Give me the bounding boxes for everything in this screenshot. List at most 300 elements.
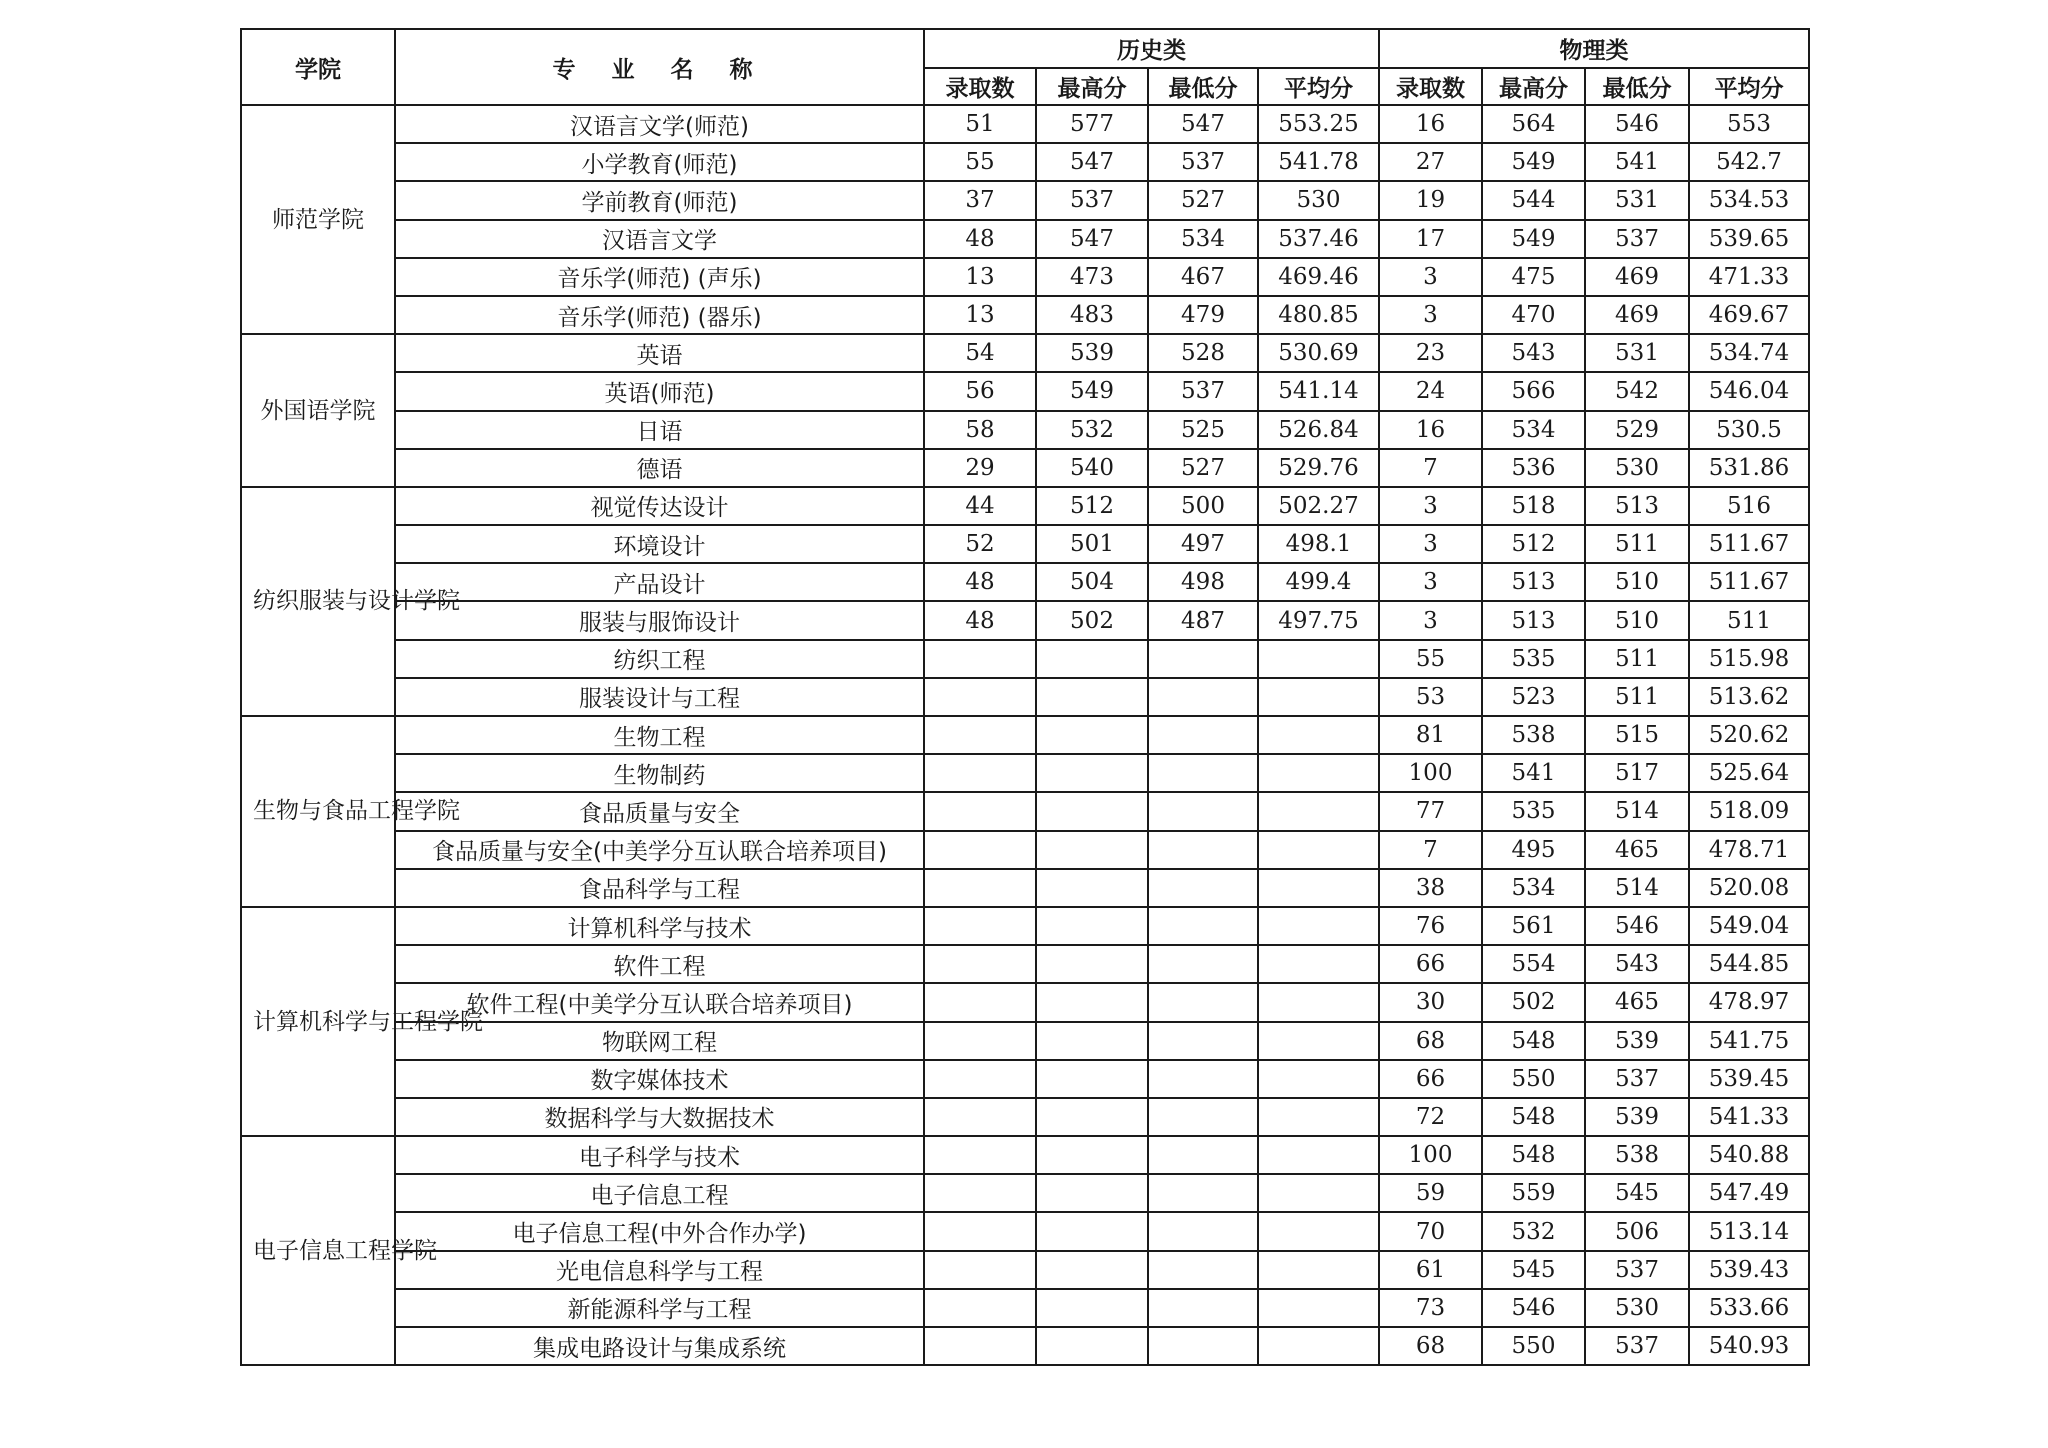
history-admitted [924, 1174, 1036, 1212]
physics-admitted: 3 [1379, 296, 1482, 334]
physics-min: 469 [1585, 296, 1689, 334]
physics-admitted: 77 [1379, 792, 1482, 830]
history-admitted [924, 1327, 1036, 1365]
physics-min: 541 [1585, 143, 1689, 181]
physics-min: 465 [1585, 831, 1689, 869]
history-avg [1258, 1136, 1379, 1174]
physics-min: 529 [1585, 411, 1689, 449]
college-cell [241, 105, 395, 334]
physics-min: 537 [1585, 1060, 1689, 1098]
physics-admitted: 81 [1379, 716, 1482, 754]
history-avg [1258, 945, 1379, 983]
history-avg: 541.14 [1258, 372, 1379, 410]
history-avg [1258, 640, 1379, 678]
physics-avg: 511.67 [1689, 525, 1809, 563]
history-max [1036, 983, 1148, 1021]
table-row [241, 945, 1809, 983]
history-admitted: 48 [924, 563, 1036, 601]
physics-avg: 539.45 [1689, 1060, 1809, 1098]
physics-admitted: 100 [1379, 1136, 1482, 1174]
table-row [241, 1060, 1809, 1098]
history-min: 534 [1148, 220, 1258, 258]
physics-max: 546 [1482, 1289, 1585, 1327]
physics-min: 514 [1585, 792, 1689, 830]
college-cell [241, 1136, 437, 1365]
history-max: 501 [1036, 525, 1148, 563]
history-min [1148, 640, 1258, 678]
table-row [241, 220, 1809, 258]
history-min [1148, 907, 1258, 945]
college-name: 计算机科学与工程学院 [253, 1008, 483, 1035]
history-avg [1258, 983, 1379, 1021]
physics-min: 465 [1585, 983, 1689, 1021]
history-avg [1258, 1098, 1379, 1136]
history-admitted [924, 1289, 1036, 1327]
physics-max: 548 [1482, 1022, 1585, 1060]
major-name: 音乐学(师范) (声乐) [395, 258, 924, 296]
major-name: 产品设计 [395, 563, 924, 601]
physics-avg: 478.97 [1689, 983, 1809, 1021]
history-avg [1258, 716, 1379, 754]
table-row [241, 1136, 1809, 1174]
history-avg [1258, 792, 1379, 830]
history-min [1148, 869, 1258, 907]
physics-admitted: 3 [1379, 487, 1482, 525]
physics-min: 539 [1585, 1098, 1689, 1136]
physics-avg: 533.66 [1689, 1289, 1809, 1327]
physics-admitted: 68 [1379, 1327, 1482, 1365]
physics-avg: 544.85 [1689, 945, 1809, 983]
history-max [1036, 1136, 1148, 1174]
history-max [1036, 716, 1148, 754]
physics-max: 538 [1482, 716, 1585, 754]
physics-admitted: 3 [1379, 563, 1482, 601]
history-admitted [924, 678, 1036, 716]
header-major: 专 业 名 称 [395, 29, 924, 105]
college-name: 外国语学院 [260, 397, 376, 424]
history-max: 539 [1036, 334, 1148, 372]
physics-max: 535 [1482, 792, 1585, 830]
history-min [1148, 1098, 1258, 1136]
history-admitted [924, 1098, 1036, 1136]
history-max [1036, 1098, 1148, 1136]
physics-max: 523 [1482, 678, 1585, 716]
physics-avg: 469.67 [1689, 296, 1809, 334]
physics-admitted: 23 [1379, 334, 1482, 372]
physics-min: 510 [1585, 601, 1689, 639]
table-row [241, 983, 1809, 1021]
physics-min: 530 [1585, 1289, 1689, 1327]
history-min: 498 [1148, 563, 1258, 601]
history-avg [1258, 869, 1379, 907]
history-admitted: 13 [924, 258, 1036, 296]
table-row [241, 601, 1809, 639]
major-name: 电子信息工程(中外合作办学) [395, 1212, 924, 1250]
physics-max: 564 [1482, 105, 1585, 143]
physics-admitted: 66 [1379, 945, 1482, 983]
physics-admitted: 66 [1379, 1060, 1482, 1098]
history-max: 547 [1036, 220, 1148, 258]
history-min [1148, 1060, 1258, 1098]
history-admitted: 44 [924, 487, 1036, 525]
history-min [1148, 1022, 1258, 1060]
major-name: 汉语言文学(师范) [395, 105, 924, 143]
physics-avg: 478.71 [1689, 831, 1809, 869]
physics-admitted: 17 [1379, 220, 1482, 258]
history-admitted: 52 [924, 525, 1036, 563]
major-name: 服装与服饰设计 [395, 601, 924, 639]
history-admitted: 37 [924, 181, 1036, 219]
history-min [1148, 1251, 1258, 1289]
history-admitted: 13 [924, 296, 1036, 334]
physics-min: 514 [1585, 869, 1689, 907]
physics-avg: 525.64 [1689, 754, 1809, 792]
physics-max: 534 [1482, 869, 1585, 907]
admission-scores-table [240, 28, 1810, 1366]
header-physics-min: 最低分 [1585, 68, 1689, 105]
physics-max: 536 [1482, 449, 1585, 487]
major-name: 英语(师范) [395, 372, 924, 410]
header-group-physics: 物理类 [1379, 29, 1809, 68]
physics-avg: 471.33 [1689, 258, 1809, 296]
physics-max: 561 [1482, 907, 1585, 945]
history-admitted: 56 [924, 372, 1036, 410]
physics-max: 475 [1482, 258, 1585, 296]
history-admitted: 48 [924, 220, 1036, 258]
physics-min: 538 [1585, 1136, 1689, 1174]
history-admitted [924, 907, 1036, 945]
college-cell [241, 487, 460, 716]
history-avg [1258, 1289, 1379, 1327]
history-min: 528 [1148, 334, 1258, 372]
major-name: 音乐学(师范) (器乐) [395, 296, 924, 334]
physics-avg: 515.98 [1689, 640, 1809, 678]
physics-admitted: 61 [1379, 1251, 1482, 1289]
physics-max: 566 [1482, 372, 1585, 410]
table-row [241, 143, 1809, 181]
physics-max: 470 [1482, 296, 1585, 334]
physics-min: 531 [1585, 334, 1689, 372]
history-avg: 553.25 [1258, 105, 1379, 143]
physics-avg: 553 [1689, 105, 1809, 143]
history-avg: 529.76 [1258, 449, 1379, 487]
history-admitted [924, 869, 1036, 907]
physics-admitted: 16 [1379, 411, 1482, 449]
physics-avg: 541.75 [1689, 1022, 1809, 1060]
physics-avg: 539.43 [1689, 1251, 1809, 1289]
history-max: 549 [1036, 372, 1148, 410]
table-row [241, 1327, 1809, 1365]
physics-avg: 520.08 [1689, 869, 1809, 907]
history-avg: 541.78 [1258, 143, 1379, 181]
history-max [1036, 1289, 1148, 1327]
physics-avg: 530.5 [1689, 411, 1809, 449]
physics-min: 537 [1585, 220, 1689, 258]
history-max [1036, 1327, 1148, 1365]
history-avg: 526.84 [1258, 411, 1379, 449]
table-row [241, 678, 1809, 716]
physics-avg: 518.09 [1689, 792, 1809, 830]
header-history-max: 最高分 [1036, 68, 1148, 105]
physics-avg: 516 [1689, 487, 1809, 525]
history-admitted [924, 792, 1036, 830]
physics-admitted: 7 [1379, 831, 1482, 869]
history-admitted: 51 [924, 105, 1036, 143]
physics-max: 548 [1482, 1136, 1585, 1174]
physics-max: 518 [1482, 487, 1585, 525]
major-name: 数字媒体技术 [395, 1060, 924, 1098]
history-admitted: 29 [924, 449, 1036, 487]
table-row [241, 372, 1809, 410]
physics-max: 549 [1482, 220, 1585, 258]
history-avg [1258, 754, 1379, 792]
physics-admitted: 76 [1379, 907, 1482, 945]
physics-min: 511 [1585, 678, 1689, 716]
physics-max: 502 [1482, 983, 1585, 1021]
physics-admitted: 3 [1379, 258, 1482, 296]
table-row [241, 640, 1809, 678]
physics-min: 539 [1585, 1022, 1689, 1060]
history-admitted [924, 1060, 1036, 1098]
physics-admitted: 55 [1379, 640, 1482, 678]
physics-avg: 546.04 [1689, 372, 1809, 410]
physics-max: 550 [1482, 1327, 1585, 1365]
college-cell [241, 334, 395, 487]
history-admitted [924, 754, 1036, 792]
major-name: 新能源科学与工程 [395, 1289, 924, 1327]
physics-avg: 520.62 [1689, 716, 1809, 754]
history-min [1148, 1174, 1258, 1212]
physics-min: 531 [1585, 181, 1689, 219]
history-admitted [924, 1136, 1036, 1174]
major-name: 计算机科学与技术 [395, 907, 924, 945]
physics-max: 559 [1482, 1174, 1585, 1212]
history-admitted [924, 1212, 1036, 1250]
history-min: 487 [1148, 601, 1258, 639]
physics-avg: 549.04 [1689, 907, 1809, 945]
physics-min: 546 [1585, 105, 1689, 143]
physics-avg: 541.33 [1689, 1098, 1809, 1136]
header-physics-admitted: 录取数 [1379, 68, 1482, 105]
physics-min: 511 [1585, 525, 1689, 563]
physics-min: 537 [1585, 1327, 1689, 1365]
history-avg [1258, 1174, 1379, 1212]
physics-max: 541 [1482, 754, 1585, 792]
physics-max: 532 [1482, 1212, 1585, 1250]
table-body [241, 105, 1809, 1365]
history-max: 483 [1036, 296, 1148, 334]
physics-min: 545 [1585, 1174, 1689, 1212]
major-name: 学前教育(师范) [395, 181, 924, 219]
physics-max: 545 [1482, 1251, 1585, 1289]
history-avg: 537.46 [1258, 220, 1379, 258]
history-max [1036, 640, 1148, 678]
physics-max: 554 [1482, 945, 1585, 983]
major-name: 生物制药 [395, 754, 924, 792]
major-name: 日语 [395, 411, 924, 449]
history-max: 502 [1036, 601, 1148, 639]
major-name: 食品质量与安全 [395, 792, 924, 830]
history-min [1148, 1327, 1258, 1365]
physics-min: 515 [1585, 716, 1689, 754]
history-avg [1258, 1060, 1379, 1098]
history-max [1036, 907, 1148, 945]
physics-max: 548 [1482, 1098, 1585, 1136]
header-history-admitted: 录取数 [924, 68, 1036, 105]
college-cell [241, 716, 460, 907]
college-name: 师范学院 [272, 206, 364, 233]
physics-max: 535 [1482, 640, 1585, 678]
major-name: 物联网工程 [395, 1022, 924, 1060]
physics-min: 469 [1585, 258, 1689, 296]
physics-max: 513 [1482, 601, 1585, 639]
physics-max: 512 [1482, 525, 1585, 563]
physics-avg: 534.53 [1689, 181, 1809, 219]
history-max: 540 [1036, 449, 1148, 487]
physics-min: 511 [1585, 640, 1689, 678]
history-max: 547 [1036, 143, 1148, 181]
table-row [241, 1212, 1809, 1250]
history-min: 497 [1148, 525, 1258, 563]
major-name: 纺织工程 [395, 640, 924, 678]
history-avg: 499.4 [1258, 563, 1379, 601]
physics-admitted: 72 [1379, 1098, 1482, 1136]
history-max [1036, 1212, 1148, 1250]
history-max [1036, 754, 1148, 792]
history-avg: 497.75 [1258, 601, 1379, 639]
header-row-groups [241, 29, 1809, 68]
table-row [241, 296, 1809, 334]
table-row [241, 105, 1809, 143]
major-name: 光电信息科学与工程 [395, 1251, 924, 1289]
history-min [1148, 1136, 1258, 1174]
physics-admitted: 27 [1379, 143, 1482, 181]
physics-min: 530 [1585, 449, 1689, 487]
history-max: 504 [1036, 563, 1148, 601]
physics-avg: 511 [1689, 601, 1809, 639]
history-avg [1258, 831, 1379, 869]
physics-avg: 540.93 [1689, 1327, 1809, 1365]
college-name: 生物与食品工程学院 [253, 798, 460, 825]
table-row [241, 334, 1809, 372]
physics-avg: 511.67 [1689, 563, 1809, 601]
physics-min: 506 [1585, 1212, 1689, 1250]
history-min [1148, 792, 1258, 830]
college-name: 电子信息工程学院 [253, 1237, 437, 1264]
history-min [1148, 1212, 1258, 1250]
major-name: 数据科学与大数据技术 [395, 1098, 924, 1136]
major-name: 电子信息工程 [395, 1174, 924, 1212]
history-admitted: 58 [924, 411, 1036, 449]
history-max [1036, 831, 1148, 869]
physics-min: 513 [1585, 487, 1689, 525]
history-max: 512 [1036, 487, 1148, 525]
header-physics-avg: 平均分 [1689, 68, 1809, 105]
table-row [241, 869, 1809, 907]
table-row [241, 1289, 1809, 1327]
header-history-avg: 平均分 [1258, 68, 1379, 105]
history-avg [1258, 907, 1379, 945]
history-min: 537 [1148, 372, 1258, 410]
table-row [241, 411, 1809, 449]
physics-min: 543 [1585, 945, 1689, 983]
physics-avg: 547.49 [1689, 1174, 1809, 1212]
physics-avg: 513.62 [1689, 678, 1809, 716]
physics-admitted: 7 [1379, 449, 1482, 487]
major-name: 食品质量与安全(中美学分互认联合培养项目) [395, 831, 924, 869]
history-max [1036, 678, 1148, 716]
history-max [1036, 945, 1148, 983]
physics-avg: 540.88 [1689, 1136, 1809, 1174]
physics-admitted: 38 [1379, 869, 1482, 907]
history-min [1148, 754, 1258, 792]
table-row [241, 1098, 1809, 1136]
college-cell [241, 907, 483, 1136]
history-min: 467 [1148, 258, 1258, 296]
history-admitted: 48 [924, 601, 1036, 639]
history-min: 527 [1148, 449, 1258, 487]
major-name: 英语 [395, 334, 924, 372]
history-admitted [924, 640, 1036, 678]
history-avg [1258, 1327, 1379, 1365]
major-name: 生物工程 [395, 716, 924, 754]
history-max [1036, 1060, 1148, 1098]
history-max [1036, 792, 1148, 830]
history-avg: 469.46 [1258, 258, 1379, 296]
physics-min: 546 [1585, 907, 1689, 945]
table-row [241, 907, 1809, 945]
physics-min: 537 [1585, 1251, 1689, 1289]
history-admitted [924, 945, 1036, 983]
history-min: 527 [1148, 181, 1258, 219]
physics-max: 495 [1482, 831, 1585, 869]
history-min: 537 [1148, 143, 1258, 181]
major-name: 环境设计 [395, 525, 924, 563]
table-row [241, 792, 1809, 830]
history-avg: 530.69 [1258, 334, 1379, 372]
history-avg [1258, 1212, 1379, 1250]
physics-max: 513 [1482, 563, 1585, 601]
physics-max: 534 [1482, 411, 1585, 449]
major-name: 服装设计与工程 [395, 678, 924, 716]
table-row [241, 181, 1809, 219]
physics-min: 517 [1585, 754, 1689, 792]
major-name: 德语 [395, 449, 924, 487]
physics-admitted: 3 [1379, 525, 1482, 563]
physics-admitted: 3 [1379, 601, 1482, 639]
physics-avg: 531.86 [1689, 449, 1809, 487]
history-avg [1258, 1251, 1379, 1289]
history-max: 577 [1036, 105, 1148, 143]
major-name: 汉语言文学 [395, 220, 924, 258]
history-avg: 502.27 [1258, 487, 1379, 525]
history-min: 547 [1148, 105, 1258, 143]
table-row [241, 525, 1809, 563]
table-row [241, 1251, 1809, 1289]
history-min: 500 [1148, 487, 1258, 525]
history-min [1148, 983, 1258, 1021]
physics-admitted: 70 [1379, 1212, 1482, 1250]
major-name: 小学教育(师范) [395, 143, 924, 181]
table-row [241, 449, 1809, 487]
header-history-min: 最低分 [1148, 68, 1258, 105]
history-min [1148, 716, 1258, 754]
physics-avg: 542.7 [1689, 143, 1809, 181]
physics-max: 543 [1482, 334, 1585, 372]
history-max [1036, 1174, 1148, 1212]
physics-admitted: 59 [1379, 1174, 1482, 1212]
physics-avg: 534.74 [1689, 334, 1809, 372]
